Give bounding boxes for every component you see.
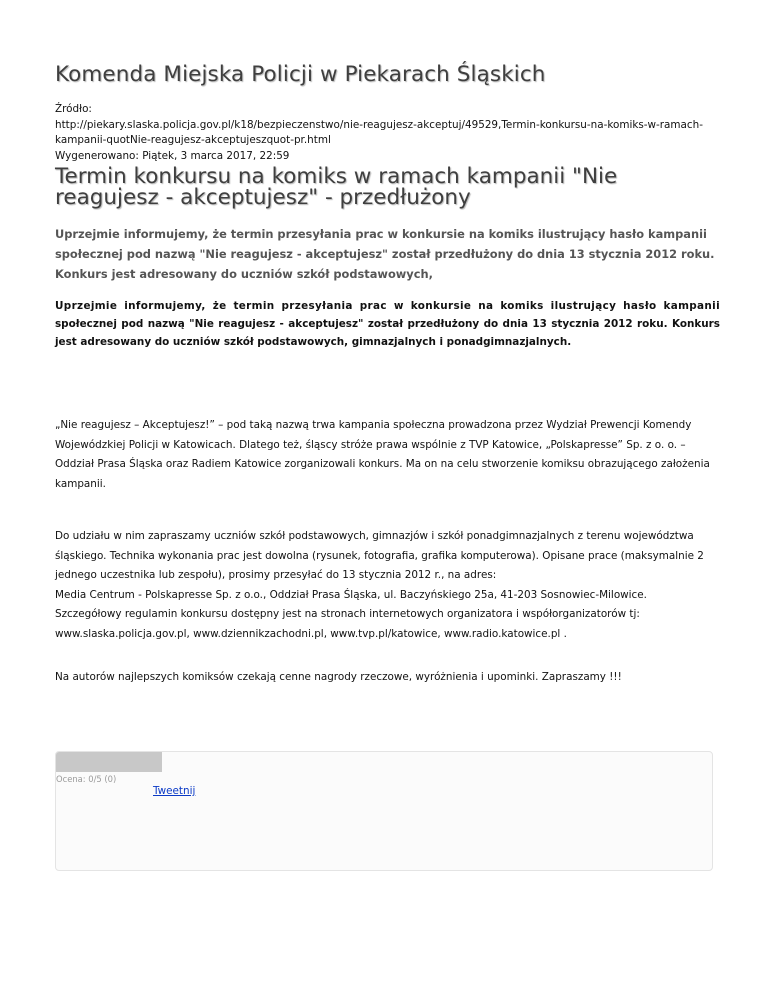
source-url-line-2: kampanii-quotNie-reagujesz-akceptujeszquot-pr.html	[55, 134, 331, 147]
site-title: Komenda Miejska Policji w Piekarach Śląskich	[55, 62, 546, 87]
participation-text: Do udziału w nim zapraszamy uczniów szkół podstawowych, gimnazjów i szkół ponadgimnazjalnych z terenu województwa śląskiego. Technika wykonania prac jest dowolna (rysunek, fotografia, grafika komputerowa). Opisane prace (maksymalnie 2 jednego uczestnika lub zespołu), prosimy przesyłać do 13 stycznia 2012 r., na adres:	[55, 530, 704, 581]
article-paragraph-prizes: Na autorów najlepszych komiksów czekają cenne nagrody rzeczowe, wyróżnienia i upominki. Zapraszamy !!!	[55, 671, 622, 683]
rating-panel	[55, 751, 713, 871]
regulations-text: Szczegółowy regulamin konkursu dostępny jest na stronach internetowych organizatora i współorganizatorów tj: www.slaska.policja.gov.pl, www.dziennikzachodni.pl, www.tvp.pl/katowice, www.radio.katowice.pl .	[55, 608, 640, 640]
rating-text: Ocena: 0/5 (0)	[56, 774, 117, 784]
article-title: Termin konkursu na komiks w ramach kampanii "Nie reagujesz - akceptujesz" - przedłużony	[55, 164, 618, 210]
generated-date: Wygenerowano: Piątek, 3 marca 2017, 22:59	[55, 149, 290, 162]
article-paragraph-participation	[55, 527, 720, 644]
rating-stars-bar[interactable]	[56, 752, 162, 772]
bold-paragraph-rest: społecznej pod nazwą "Nie reagujesz - akceptujesz" został przedłużony do dnia 13 stycznia 2012 roku. Konkurs jest adresowany do uczniów szkół podstawowych, gimnazjalnych i ponadgimnazjalnych.	[55, 318, 720, 348]
article-paragraph-campaign: „Nie reagujesz – Akceptujesz!” – pod taką nazwą trwa kampania społeczna prowadzona przez Wydział Prewencji Komendy Wojewódzkiej Policji w Katowicach. Dlatego też, śląscy stróże prawa wspólnie z TVP Katowice, „Polskapresse” Sp. z o. o. – Oddział Prasa Śląska oraz Radiem Katowice zorganizowali konkurs. Ma on na celu stworzenie komiksu obrazującego założenia kampanii.	[55, 419, 710, 490]
source-meta	[55, 102, 720, 164]
source-label: Źródło:	[55, 103, 92, 115]
bold-paragraph-first-line: Uprzejmie informujemy, że termin przesyłania prac w konkursie na komiks ilustrujący hasło kampanii	[55, 300, 720, 312]
postal-address: Media Centrum - Polskapresse Sp. z o.o., Oddział Prasa Śląska, ul. Baczyńskiego 25a, 41-203 Sosnowiec-Milowice.	[55, 588, 647, 601]
article-bold-paragraph	[55, 297, 720, 351]
article-lead: Uprzejmie informujemy, że termin przesyłania prac w konkursie na komiks ilustrujący hasło kampanii społecznej pod nazwą "Nie reagujesz - akceptujesz" został przedłużony do dnia 13 stycznia 2012 roku. Konkurs jest adresowany do uczniów szkół podstawowych,	[55, 227, 715, 281]
tweet-link[interactable]: Tweetnij	[153, 785, 196, 797]
source-url-line-1: http://piekary.slaska.policja.gov.pl/k18/bezpieczenstwo/nie-reagujesz-akceptuj/49529,Termin-konkursu-na-komiks-w-ramach-	[55, 118, 703, 131]
